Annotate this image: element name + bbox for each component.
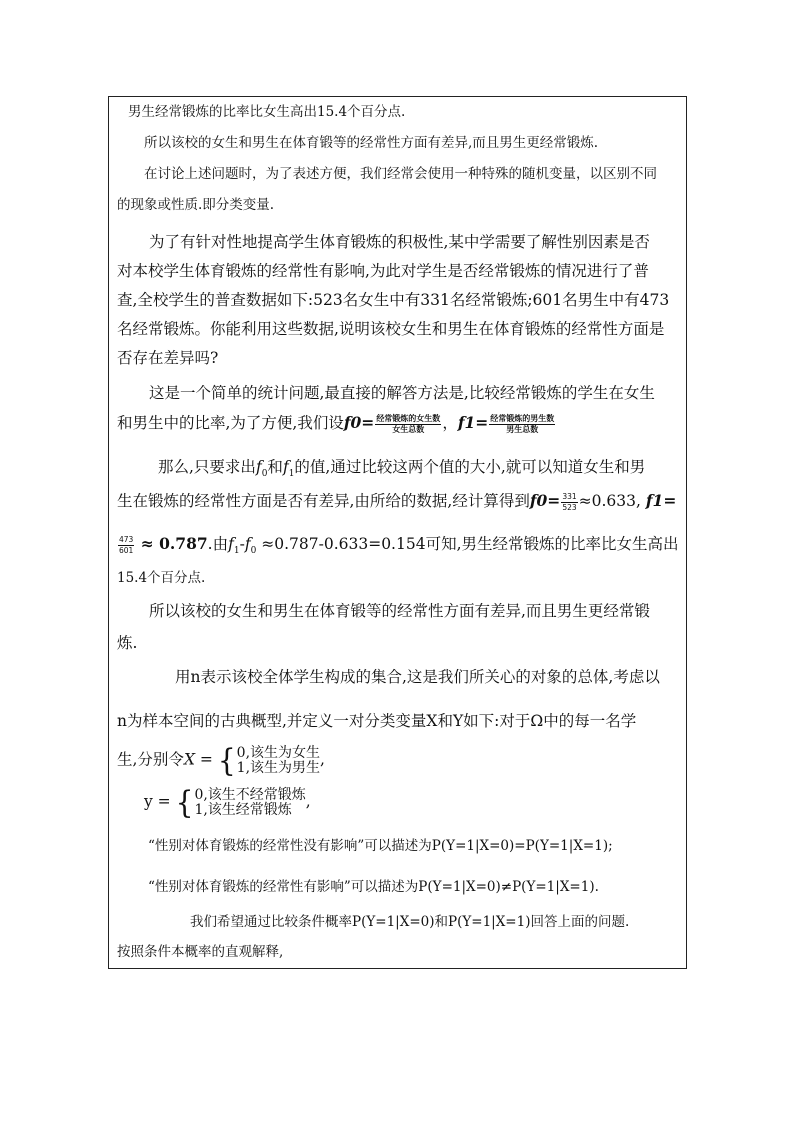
text-line: 我们希望通过比较条件概率P(Y=1|X=0)和P(Y=1|X=1)回答上面的问题. <box>190 914 630 930</box>
text: ≈0.633, <box>578 492 641 510</box>
ratio-definition <box>117 414 556 434</box>
subscript: 1 <box>288 469 295 480</box>
text-line: 在讨论上述问题时，为了表述方便，我们经常会使用一种特殊的随机变量，以区别不同 <box>144 166 657 182</box>
computation-line <box>117 535 679 557</box>
f0-label: f0= <box>343 413 375 432</box>
subscript: 0 <box>261 469 268 480</box>
f-symbol: f <box>255 458 262 476</box>
f1-label: f1= <box>645 491 677 510</box>
text-line: 炼. <box>117 634 138 652</box>
comma: , <box>305 792 311 811</box>
comma: ， <box>442 414 458 432</box>
f1-fraction <box>489 415 555 434</box>
f-symbol: f <box>282 458 289 476</box>
fraction-denominator: 523 <box>562 502 577 512</box>
left-brace: { <box>175 783 194 821</box>
text-line: 按照条件本概率的直观解释, <box>117 944 284 960</box>
x-definition <box>117 741 325 779</box>
y-definition <box>144 783 311 821</box>
f-symbol: f <box>228 535 234 553</box>
problem-line: 对本校学生体育锻炼的经常性有影响,为此对学生是否经常锻炼的情况进行了普 <box>117 262 649 280</box>
subscript: 1 <box>233 546 240 557</box>
text-line: 男生经常锻炼的比率比女生高出15.4个百分点. <box>128 104 406 120</box>
fraction-numerator: 473 <box>119 535 134 544</box>
f0-label: f0= <box>529 491 561 510</box>
case-line: 1,该生为男生 <box>236 759 321 776</box>
problem-line: 为了有针对性地提高学生体育锻炼的积极性,某中学需要了解性别因素是否 <box>149 233 650 251</box>
x-variable: X = <box>183 750 218 769</box>
fraction-denominator: 女生总数 <box>392 424 425 434</box>
text: .由 <box>207 535 229 553</box>
approx-value: ≈ 0.787 <box>135 534 208 553</box>
problem-line: 否存在差异吗? <box>117 349 219 367</box>
fraction-denominator: 601 <box>119 545 134 555</box>
case-line: 0,该生不经常锻炼 <box>194 787 306 803</box>
fraction-numerator: 331 <box>562 492 577 501</box>
f0-fraction <box>375 415 441 434</box>
text-line: 所以该校的女生和男生在体育锻等的经常性方面有差异,而且男生更经常锻炼. <box>144 135 599 151</box>
y-cases <box>194 788 305 817</box>
subscript: 0 <box>250 546 257 557</box>
case-line: 1,该生经常锻炼 <box>194 801 292 818</box>
text-line: 所以该校的女生和男生在体育锻等的经常性方面有差异,而且男生更经常锻 <box>149 602 650 620</box>
text-line: “性别对体育锻炼的经常性没有影响”可以描述为P(Y=1|X=0)=P(Y=1|X=1); <box>148 838 613 854</box>
text-line: 用n表示该校全体学生构成的集合,这是我们所关心的对象的总体,考虑以 <box>175 668 660 686</box>
problem-line: 名经常锻炼。你能利用这些数据,说明该校女生和男生在体育锻炼的经常性方面是 <box>117 320 665 338</box>
f-symbol: f <box>244 535 251 553</box>
left-brace: { <box>217 741 236 779</box>
case-line: 0,该生为女生 <box>236 745 321 761</box>
problem-line: 查,全校学生的普查数据如下:523名女生中有331名经常锻炼;601名男生中有473 <box>117 291 670 309</box>
text: 那么,只要求出 <box>158 458 256 476</box>
text: ≈0.787-0.633=0.154可知,男生经常锻炼的比率比女生高出 <box>256 535 679 553</box>
text: 和 <box>267 458 283 476</box>
x-cases <box>237 746 320 775</box>
text-line: n为样本空间的古典概型,并定义一对分类变量X和Y如下:对于Ω中的每一名学 <box>117 712 637 730</box>
fraction-473-601 <box>118 536 134 554</box>
text: 和男生中的比率,为了方便,我们设 <box>117 414 344 432</box>
fraction-numerator: 经常锻炼的男生数 <box>490 413 555 423</box>
text: 生,分别令 <box>117 750 184 769</box>
text-line: 这是一个简单的统计问题,最直接的解答方法是,比较经常锻炼的学生在女生 <box>149 384 655 402</box>
comma: , <box>320 750 325 769</box>
text: 生在锻炼的经常性方面是否有差异,由所给的数据,经计算得到 <box>117 492 530 510</box>
text-line: 的现象或性质.即分类变量. <box>117 197 275 213</box>
fraction-331-523 <box>561 493 577 511</box>
f1-label: f1= <box>457 413 489 432</box>
minus: - <box>239 535 245 553</box>
y-variable: y = <box>144 792 176 811</box>
text-line: 15.4个百分点. <box>117 570 206 586</box>
text-line: “性别对体育锻炼的经常性有影响”可以描述为P(Y=1|X=0)≠P(Y=1|X=1). <box>148 879 599 895</box>
computation-line <box>117 492 676 511</box>
fraction-denominator: 男生总数 <box>506 424 539 434</box>
text: 的值,通过比较这两个值的大小,就可以知道女生和男 <box>294 458 646 476</box>
fraction-numerator: 经常锻炼的女生数 <box>376 413 441 423</box>
text-line <box>158 458 645 480</box>
